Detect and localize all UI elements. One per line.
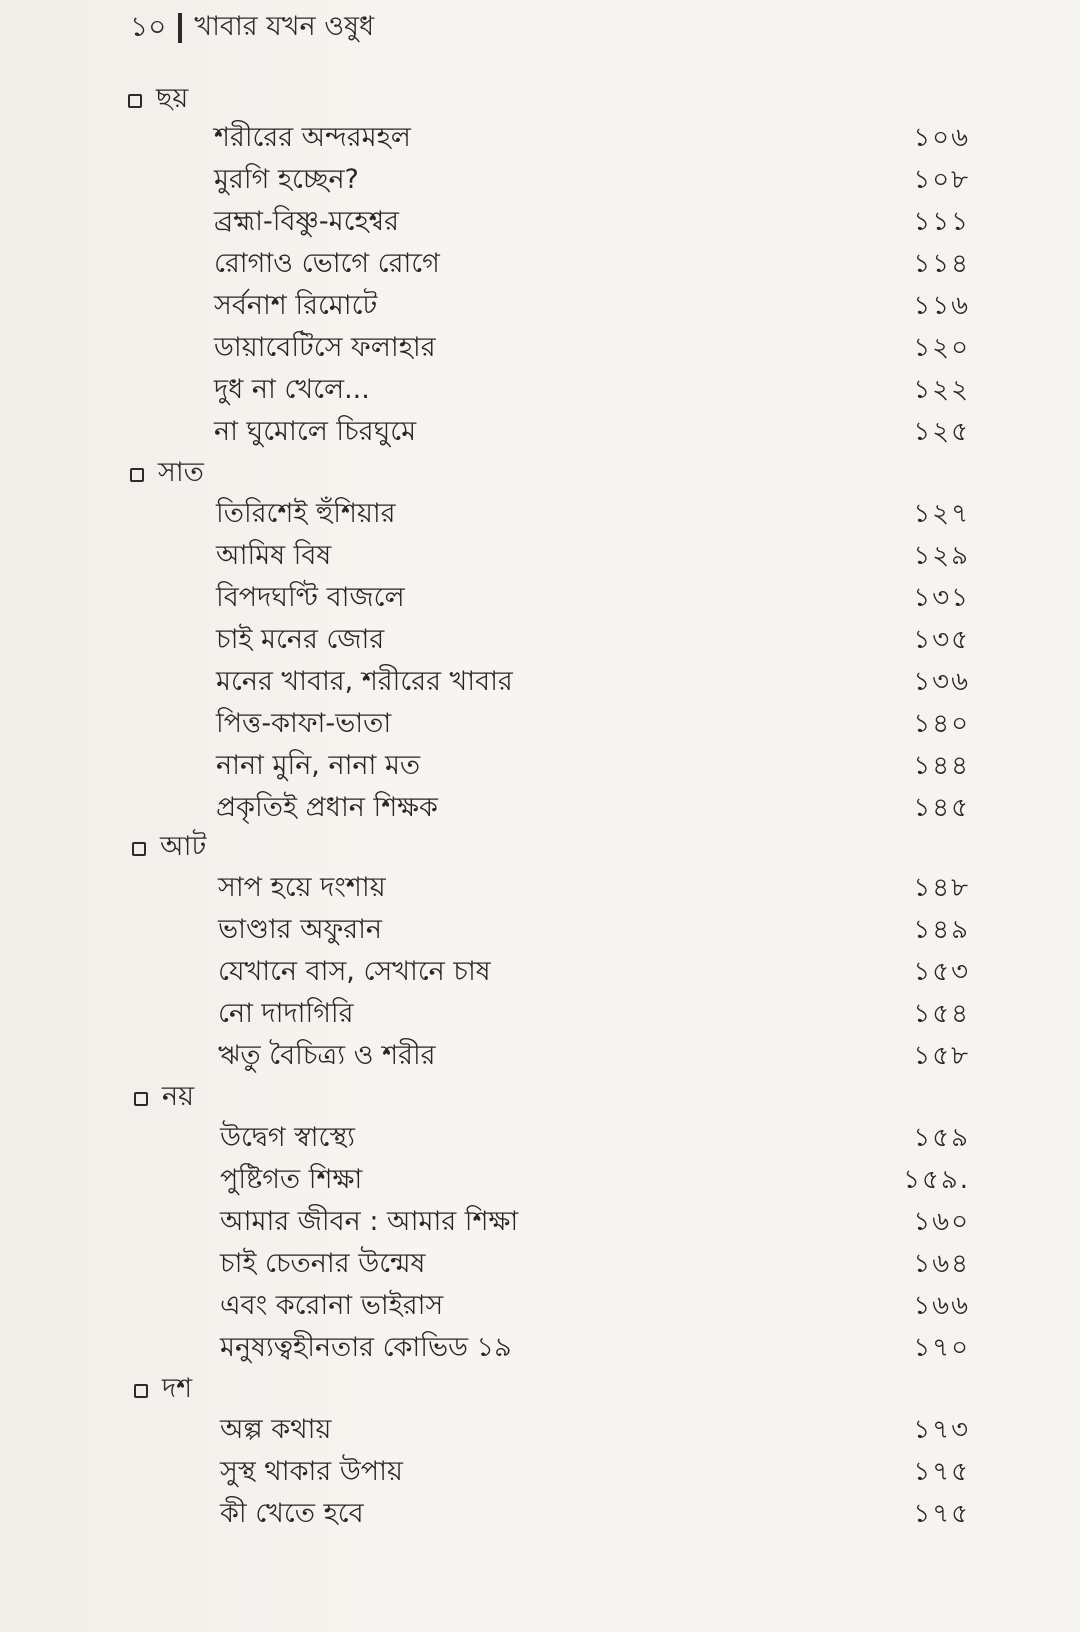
toc-entry[interactable] <box>0 1286 1080 1326</box>
toc-entry[interactable] <box>0 788 1080 828</box>
toc-entry[interactable] <box>0 1118 1080 1158</box>
toc-entry-title: নানা মুনি, নানা মত <box>216 750 421 781</box>
section-heading <box>128 78 188 123</box>
toc-entry-title: দুধ না খেলে... <box>214 374 370 405</box>
toc-entry-title: নো দাদাগিরি <box>218 998 354 1029</box>
toc-entry-title: কী খেতে হবে <box>220 1498 364 1529</box>
section-heading <box>134 1368 192 1413</box>
toc-entry-title: মনুষ্যত্বহীনতার কোভিড ১৯ <box>220 1332 512 1363</box>
toc-entry-page: ১৫৮ <box>913 1041 970 1071</box>
toc-entry-page: ১৪৮ <box>913 873 970 903</box>
toc-entry-title: মুরগি হচ্ছেন? <box>214 164 359 195</box>
toc-entry-page: ১৪৫ <box>913 793 970 823</box>
toc-entry[interactable] <box>0 994 1080 1034</box>
toc-entry-page: ১৫৯. <box>903 1165 970 1195</box>
toc-entry-page: ১৪৪ <box>913 751 970 781</box>
toc-entry[interactable] <box>0 868 1080 908</box>
toc-entry-page: ১১১ <box>913 207 970 237</box>
toc-entry-page: ১২০ <box>913 333 970 363</box>
toc-entry-page: ১০৬ <box>913 123 970 153</box>
section-heading <box>134 1076 194 1121</box>
toc-entry-title: রোগাও ভোগে রোগে <box>214 248 440 279</box>
toc-entry-title: চাই চেতনার উন্মেষ <box>220 1248 426 1279</box>
toc-entry-page: ১৬৬ <box>913 1291 970 1321</box>
toc-entry[interactable] <box>0 704 1080 744</box>
checkbox-bullet-icon <box>134 1092 148 1106</box>
toc-entry[interactable] <box>0 494 1080 534</box>
toc-entry-page: ১৭৫ <box>913 1499 970 1529</box>
checkbox-bullet-icon <box>130 468 144 482</box>
toc-entry-title: ব্রহ্মা-বিষ্ণু-মহেশ্বর <box>214 206 399 237</box>
toc-entry[interactable] <box>0 118 1080 158</box>
section-label: আট <box>160 831 207 862</box>
toc-entry-page: ১৭৩ <box>913 1415 970 1445</box>
page-number: ১০ <box>130 9 167 43</box>
toc-entry-title: চাই মনের জোর <box>216 624 385 655</box>
toc-entry-page: ১৫৩ <box>913 957 970 987</box>
toc-entry[interactable] <box>0 412 1080 452</box>
toc-entry[interactable] <box>0 952 1080 992</box>
toc-entry-page: ১৭৫ <box>913 1457 970 1487</box>
section-label: দশ <box>162 1373 193 1404</box>
toc-entry-page: ১৪০ <box>913 709 970 739</box>
toc-entry[interactable] <box>0 1036 1080 1076</box>
toc-entry-title: অল্প কথায় <box>220 1414 332 1445</box>
section-label: সাত <box>158 457 204 488</box>
toc-entry-title: পিত্ত-কাফা-ভাতা <box>216 708 392 739</box>
checkbox-bullet-icon <box>134 1384 148 1398</box>
toc-entry-title: প্রকৃতিই প্রধান শিক্ষক <box>216 792 438 823</box>
toc-entry[interactable] <box>0 620 1080 660</box>
toc-entry[interactable] <box>0 578 1080 618</box>
toc-entry-page: ১০৮ <box>913 165 970 195</box>
toc-entry-page: ১২৯ <box>913 541 970 571</box>
toc-entry-page: ১৫৪ <box>913 999 970 1029</box>
toc-entry[interactable] <box>0 1202 1080 1242</box>
toc-entry[interactable] <box>0 1410 1080 1450</box>
section-heading <box>132 826 206 871</box>
toc-entry-page: ১৩১ <box>913 583 970 613</box>
section-label: নয় <box>162 1081 195 1112</box>
toc-entry[interactable] <box>0 1494 1080 1534</box>
toc-entry-title: ভাণ্ডার অফুরান <box>218 914 383 945</box>
toc-entry-title: উদ্বেগ স্বাস্থ্যে <box>220 1122 356 1153</box>
toc-entry-title: আমিষ বিষ <box>216 540 332 571</box>
toc-entry[interactable] <box>0 160 1080 200</box>
toc-entry-page: ১৬৪ <box>913 1249 970 1279</box>
toc-entry-page: ১২৫ <box>913 417 970 447</box>
toc-entry-page: ১৭০ <box>913 1333 970 1363</box>
toc-entry[interactable] <box>0 202 1080 242</box>
toc-entry-page: ১২৭ <box>913 499 970 529</box>
toc-entry-title: আমার জীবন : আমার শিক্ষা <box>220 1206 519 1237</box>
toc-entry[interactable] <box>0 536 1080 576</box>
toc-entry-page: ১৩৫ <box>913 625 970 655</box>
toc-entry-title: যেখানে বাস, সেখানে চাষ <box>218 956 491 987</box>
toc-entry-title: এবং করোনা ভাইরাস <box>220 1290 444 1321</box>
toc-entry-title: তিরিশেই হুঁশিয়ার <box>216 498 396 529</box>
toc-entry-title: বিপদঘণ্টি বাজলে <box>216 582 405 613</box>
running-title: খাবার যখন ওষুধ <box>194 10 375 42</box>
toc-entry-title: না ঘুমোলে চিরঘুমে <box>214 416 417 447</box>
toc-entry-title: সর্বনাশ রিমোটে <box>214 290 378 321</box>
toc-entry[interactable] <box>0 662 1080 702</box>
toc-entry-title: শরীরের অন্দরমহল <box>214 122 411 153</box>
toc-entry[interactable] <box>0 286 1080 326</box>
toc-entry-title: ডায়াবেটিসে ফলাহার <box>214 332 436 363</box>
checkbox-bullet-icon <box>128 94 142 108</box>
toc-entry-page: ১১৬ <box>913 291 970 321</box>
toc-entry[interactable] <box>0 910 1080 950</box>
toc-entry-title: সুস্থ থাকার উপায় <box>220 1456 403 1487</box>
toc-entry-page: ১৪৯ <box>913 915 970 945</box>
toc-entry-title: ঋতু বৈচিত্র্য ও শরীর <box>218 1040 436 1071</box>
toc-entry[interactable] <box>0 244 1080 284</box>
toc-entry-page: ১১৪ <box>913 249 970 279</box>
checkbox-bullet-icon <box>132 842 146 856</box>
toc-entry[interactable] <box>0 1452 1080 1492</box>
section-heading <box>130 452 204 497</box>
toc-entry-page: ১৩৬ <box>913 667 970 697</box>
toc-entry-page: ১৫৯ <box>913 1123 970 1153</box>
section-label: ছয় <box>156 83 189 114</box>
toc-entry[interactable] <box>0 746 1080 786</box>
toc-entry-title: পুষ্টিগত শিক্ষা <box>220 1164 363 1195</box>
toc-entry-page: ১২২ <box>913 375 970 405</box>
toc-entry-page: ১৬০ <box>913 1207 970 1237</box>
toc-entry[interactable] <box>0 1244 1080 1284</box>
toc-entry-title: সাপ হয়ে দংশায় <box>218 872 386 903</box>
toc-entry-title: মনের খাবার, শরীরের খাবার <box>216 666 513 697</box>
toc-entry[interactable] <box>0 1328 1080 1368</box>
toc-entry[interactable] <box>0 1160 1080 1200</box>
toc-entry[interactable] <box>0 328 1080 368</box>
toc-entry[interactable] <box>0 370 1080 410</box>
